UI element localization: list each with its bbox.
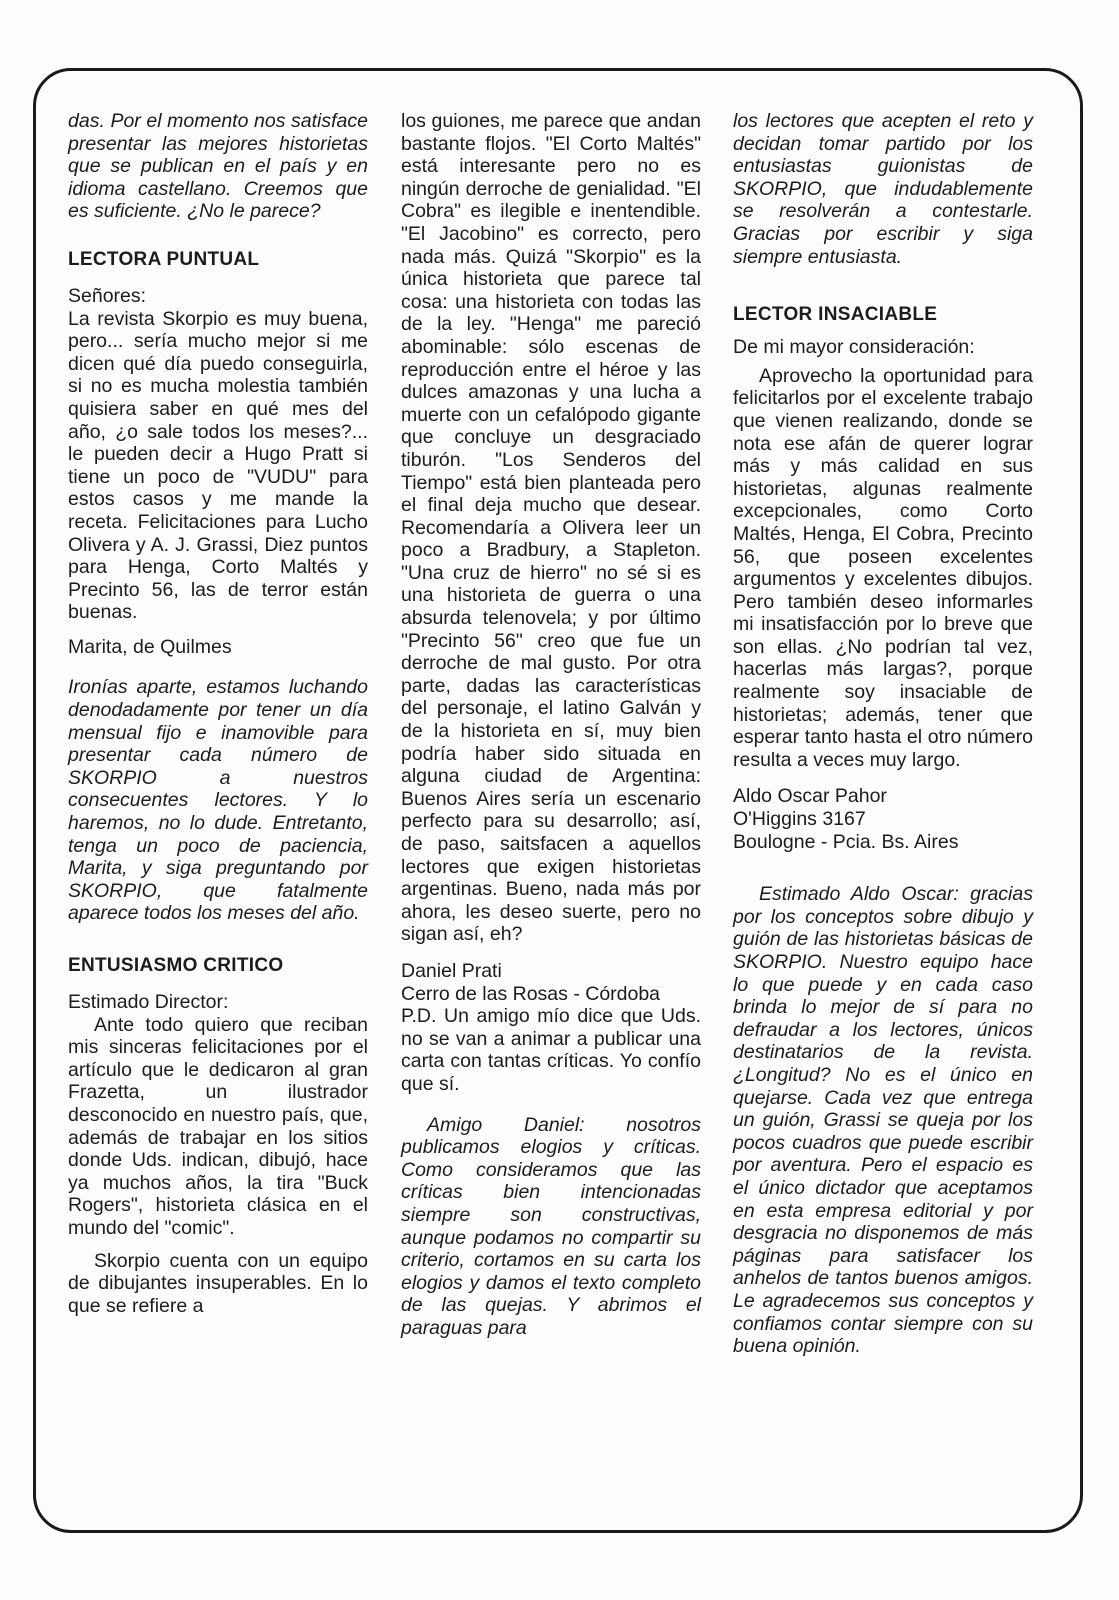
letter-signature-place: Cerro de las Rosas - Córdoba xyxy=(401,982,661,1005)
editor-reply-continued: los lectores que acepten el reto y decidan tomar partido por los entusiastas guionistas de SKORPIO, que indudablemente se resolverán a contestarle. Gracias por escribir y siga siempre entusiasta. xyxy=(733,110,1033,268)
column-3 xyxy=(733,110,1033,1358)
letter-salutation: Señores: xyxy=(68,284,147,307)
editor-reply: Ironías aparte, estamos luchando denodadamente por tener un día mensual fijo e inamovible para presentar cada número de SKORPIO a nuestros consecuentes lectores. Y lo haremos, no lo dude. Entretanto, tenga un poco de paciencia, Marita, y siga preguntando por SKORPIO, que fatalmente aparece todos los meses del año. xyxy=(68,676,368,925)
letter-salutation: Estimado Director: xyxy=(68,991,229,1013)
letter-salutation: De mi mayor consideración: xyxy=(733,336,975,359)
section-heading-lector-insaciable: LECTOR INSACIABLE xyxy=(733,304,938,326)
letter-paragraph: Skorpio cuenta con un equipo de dibujantes insuperables. En lo que se refiere a xyxy=(68,1249,368,1317)
letter-body-continued: los guiones, me parece que andan bastante flojos. "El Corto Maltés" está interesante pero no es ningún derroche de genialidad. "El Cobra" es ilegible e inentendible. "El Jacobino" es correcto, pero nada más. Quizá "Skorpio" es la única historieta que parece tal cosa: una historieta con todas las de la ley. "Henga" me pareció abominable: sólo escenas de reproducción entre el héroe y las dulces amazonas y una lucha a muerte con un cefalópodo gigante que concluye un desgraciado tiburón. "Los Senderos del Tiempo" está bien planteada pero el final deja mucho que desear. Recomendaría a Olivera leer un poco a Bradbury, a Stapleton. "Una cruz de hierro" no sé si es una historieta de guerra o una absurda telenovela; y por último "Precinto 56" creo que fue un derroche de mal gusto. Por otra parte, dadas las características del personaje, el latino Galván y de la historieta en sí, muy bien podría haber sido situada en alguna ciudad de Argentina: Buenos Aires sería un escenario perfecto para su desarrollo; así, de paso, saitsfacen a aquellos lectores que exigen historietas argentinas. Bueno, nada más por ahora, les deseo suerte, pero no sigan así, eh? xyxy=(401,110,701,946)
column-2 xyxy=(401,110,701,1339)
editor-reply-continued: das. Por el momento nos satisface presentar las mejores historietas que se publican en el país y en idioma castellano. Creemos que es suficiente. ¿No le parece? xyxy=(68,110,368,223)
editor-reply: Amigo Daniel: nosotros publicamos elogios y críticas. Como consideramos que las críticas bien intencionadas siempre son constructivas, aunque podamos no compartir su criterio, cortamos en su carta los elogios y damos el texto completo de las quejas. Y abrimos el paraguas para xyxy=(401,1113,701,1339)
letter-signature-name: Aldo Oscar Pahor xyxy=(733,785,887,808)
section-heading-lectora-puntual: LECTORA PUNTUAL xyxy=(68,248,260,270)
column-1 xyxy=(68,110,368,1317)
letter-signature-name: Daniel Prati xyxy=(401,959,502,982)
editor-reply: Estimado Aldo Oscar: gracias por los conceptos sobre dibujo y guión de las historietas básicas de SKORPIO. Nuestro equipo hace lo que puede y en cada caso brinda lo mejor de sí para no defraudar a los lectores, únicos destinatarios de la revista. ¿Longitud? No es el único en quejarse. Cada vez que entrega un guión, Grassi se queja por los pocos cuadros que puede escribir por aventura. Pero el espacio es el único dictador que aceptamos en esta empresa editorial y por desgracia no disponemos de más páginas para satisfacer los anhelos de tantos buenos amigos. Le agradecemos sus conceptos y confiamos contar siempre con su buena opinión. xyxy=(733,883,1033,1358)
letter-signature-place: Boulogne - Pcia. Bs. Aires xyxy=(733,830,959,853)
letter-body: La revista Skorpio es muy buena, pero... sería mucho mejor si me dicen qué día puedo conseguirla, si no es mucha molestia también quisiera saber en qué mes del año, ¿o sale todos los meses?... le pueden decir a Hugo Pratt si tiene un poco de "VUDU" para estos casos y me mande la receta. Felicitaciones para Lucho Olivera y A. J. Grassi, Diez puntos para Henga, Corto Maltés y Precinto 56, las de terror están buenas. xyxy=(68,307,368,624)
letter-paragraph: Ante todo quiero que reciban mis sinceras felicitaciones por el artículo que le dedicaron al gran Frazetta, un ilustrador desconocido en nuestro país, que, además de trabajar en los sitios donde Uds. indican, dibujó, hace ya muchos años, la tira "Buck Rogers", historieta clásica en el mundo del "comic". xyxy=(68,1013,368,1239)
letter-signature: Marita, de Quilmes xyxy=(68,635,232,658)
letter-signature-street: O'Higgins 3167 xyxy=(733,808,866,831)
letter-postscript: P.D. Un amigo mío dice que Uds. no se van a animar a publicar una carta con tantas críticas. Yo confío que sí. xyxy=(401,1005,701,1095)
section-heading-entusiasmo-critico: ENTUSIASMO CRITICO xyxy=(68,955,284,976)
letter-body: Aprovecho la oportunidad para felicitarlos por el excelente trabajo que vienen realizando, donde se nota ese afán de querer lograr más y más calidad en sus historietas, algunas realmente excepcionales, como Corto Maltés, Henga, El Cobra, Precinto 56, que poseen excelentes argumentos y excelentes dibujos. Pero también deseo informarles mi insatisfacción por lo breve que son ellas. ¿No podrían tal vez, hacerlas más largas?, porque realmente soy insaciable de historietas; además, tener que esperar tanto hasta el otro número resulta a veces muy largo. xyxy=(733,364,1033,771)
